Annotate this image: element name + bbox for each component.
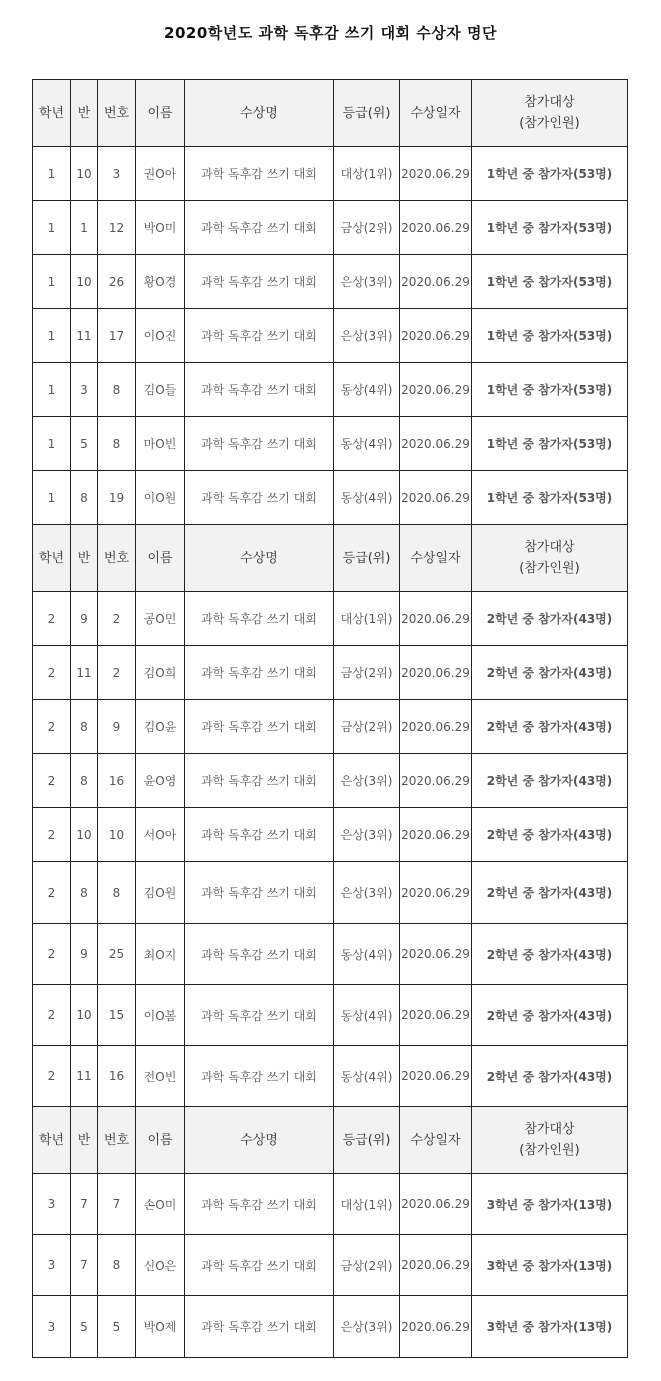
cell-target: 1학년 중 참가자(53명) <box>472 147 628 201</box>
cell-name: 이O진 <box>136 309 185 363</box>
col-header-award: 수상명 <box>185 80 334 147</box>
cell-rank: 대상(1위) <box>334 1174 400 1235</box>
cell-rank: 동상(4위) <box>334 471 400 525</box>
cell-date: 2020.06.29 <box>400 808 472 862</box>
col-header-target-line2: (참가인원) <box>519 1143 580 1158</box>
cell-target: 2학년 중 참가자(43명) <box>472 1046 628 1107</box>
cell-rank: 금상(2위) <box>334 646 400 700</box>
cell-grade: 3 <box>33 1174 71 1235</box>
cell-award: 과학 독후감 쓰기 대회 <box>185 201 334 255</box>
cell-class: 7 <box>71 1235 98 1296</box>
table-row <box>33 1296 628 1358</box>
cell-rank: 동상(4위) <box>334 1046 400 1107</box>
col-header-number: 번호 <box>98 80 136 147</box>
cell-grade: 1 <box>33 147 71 201</box>
cell-date: 2020.06.29 <box>400 924 472 985</box>
cell-class: 10 <box>71 255 98 309</box>
col-header-target-line2: (참가인원) <box>519 561 580 576</box>
cell-target: 3학년 중 참가자(13명) <box>472 1174 628 1235</box>
cell-name: 김O원 <box>136 862 185 924</box>
col-header-number: 번호 <box>98 1107 136 1174</box>
cell-date: 2020.06.29 <box>400 862 472 924</box>
cell-number: 19 <box>98 471 136 525</box>
cell-target: 2학년 중 참가자(43명) <box>472 862 628 924</box>
cell-award: 과학 독후감 쓰기 대회 <box>185 592 334 646</box>
cell-grade: 2 <box>33 862 71 924</box>
cell-rank: 동상(4위) <box>334 924 400 985</box>
cell-name: 권O아 <box>136 147 185 201</box>
cell-number: 25 <box>98 924 136 985</box>
cell-name: 윤O영 <box>136 754 185 808</box>
col-header-target-line1: 참가대상 <box>524 1122 575 1137</box>
cell-award: 과학 독후감 쓰기 대회 <box>185 700 334 754</box>
table-row <box>33 754 628 808</box>
cell-award: 과학 독후감 쓰기 대회 <box>185 309 334 363</box>
table-row <box>33 646 628 700</box>
cell-date: 2020.06.29 <box>400 592 472 646</box>
cell-rank: 대상(1위) <box>334 147 400 201</box>
cell-class: 8 <box>71 471 98 525</box>
col-header-award: 수상명 <box>185 1107 334 1174</box>
table-row <box>33 808 628 862</box>
cell-target: 3학년 중 참가자(13명) <box>472 1296 628 1358</box>
cell-number: 10 <box>98 808 136 862</box>
table-row <box>33 985 628 1046</box>
col-header-name: 이름 <box>136 80 185 147</box>
cell-award: 과학 독후감 쓰기 대회 <box>185 363 334 417</box>
cell-award: 과학 독후감 쓰기 대회 <box>185 1296 334 1358</box>
cell-rank: 금상(2위) <box>334 201 400 255</box>
table-row <box>33 592 628 646</box>
cell-name: 공O민 <box>136 592 185 646</box>
cell-award: 과학 독후감 쓰기 대회 <box>185 754 334 808</box>
cell-number: 15 <box>98 985 136 1046</box>
col-header-name: 이름 <box>136 1107 185 1174</box>
cell-number: 2 <box>98 592 136 646</box>
table-row <box>33 471 628 525</box>
cell-class: 10 <box>71 985 98 1046</box>
cell-number: 16 <box>98 1046 136 1107</box>
cell-name: 서O아 <box>136 808 185 862</box>
cell-number: 8 <box>98 363 136 417</box>
col-header-grade: 학년 <box>33 80 71 147</box>
cell-name: 이O봄 <box>136 985 185 1046</box>
cell-class: 11 <box>71 1046 98 1107</box>
cell-number: 9 <box>98 700 136 754</box>
cell-rank: 동상(4위) <box>334 417 400 471</box>
table-row <box>33 862 628 924</box>
cell-grade: 2 <box>33 700 71 754</box>
cell-target: 3학년 중 참가자(13명) <box>472 1235 628 1296</box>
table-row <box>33 1235 628 1296</box>
cell-award: 과학 독후감 쓰기 대회 <box>185 924 334 985</box>
cell-target: 2학년 중 참가자(43명) <box>472 754 628 808</box>
cell-award: 과학 독후감 쓰기 대회 <box>185 808 334 862</box>
cell-award: 과학 독후감 쓰기 대회 <box>185 1174 334 1235</box>
cell-class: 11 <box>71 646 98 700</box>
page-title: 2020학년도 과학 독후감 쓰기 대회 수상자 명단 <box>164 24 497 42</box>
cell-number: 26 <box>98 255 136 309</box>
col-header-award: 수상명 <box>185 525 334 592</box>
col-header-class: 반 <box>71 525 98 592</box>
cell-grade: 2 <box>33 592 71 646</box>
cell-number: 16 <box>98 754 136 808</box>
cell-grade: 3 <box>33 1235 71 1296</box>
cell-name: 마O빈 <box>136 417 185 471</box>
table-row <box>33 255 628 309</box>
cell-target: 1학년 중 참가자(53명) <box>472 471 628 525</box>
cell-number: 7 <box>98 1174 136 1235</box>
col-header-number: 번호 <box>98 525 136 592</box>
col-header-class: 반 <box>71 1107 98 1174</box>
col-header-rank: 등급(위) <box>334 80 400 147</box>
cell-name: 박O미 <box>136 201 185 255</box>
cell-name: 전O빈 <box>136 1046 185 1107</box>
table-row <box>33 1174 628 1235</box>
cell-name: 손O미 <box>136 1174 185 1235</box>
cell-date: 2020.06.29 <box>400 147 472 201</box>
cell-grade: 1 <box>33 201 71 255</box>
cell-award: 과학 독후감 쓰기 대회 <box>185 862 334 924</box>
col-header-rank: 등급(위) <box>334 525 400 592</box>
cell-date: 2020.06.29 <box>400 309 472 363</box>
cell-number: 8 <box>98 1235 136 1296</box>
col-header-rank: 등급(위) <box>334 1107 400 1174</box>
cell-rank: 동상(4위) <box>334 985 400 1046</box>
table-row <box>33 201 628 255</box>
cell-date: 2020.06.29 <box>400 646 472 700</box>
cell-date: 2020.06.29 <box>400 754 472 808</box>
col-header-class: 반 <box>71 80 98 147</box>
col-header-date: 수상일자 <box>400 1107 472 1174</box>
col-header-name: 이름 <box>136 525 185 592</box>
cell-grade: 3 <box>33 1296 71 1358</box>
cell-grade: 2 <box>33 808 71 862</box>
cell-class: 8 <box>71 754 98 808</box>
cell-target: 2학년 중 참가자(43명) <box>472 700 628 754</box>
cell-date: 2020.06.29 <box>400 255 472 309</box>
table-row <box>33 309 628 363</box>
cell-class: 3 <box>71 363 98 417</box>
cell-date: 2020.06.29 <box>400 1296 472 1358</box>
cell-rank: 은상(3위) <box>334 808 400 862</box>
cell-date: 2020.06.29 <box>400 417 472 471</box>
cell-grade: 2 <box>33 924 71 985</box>
col-header-target <box>472 525 628 592</box>
cell-date: 2020.06.29 <box>400 471 472 525</box>
cell-award: 과학 독후감 쓰기 대회 <box>185 646 334 700</box>
cell-name: 이O원 <box>136 471 185 525</box>
cell-number: 5 <box>98 1296 136 1358</box>
cell-grade: 1 <box>33 471 71 525</box>
cell-class: 7 <box>71 1174 98 1235</box>
cell-date: 2020.06.29 <box>400 1046 472 1107</box>
cell-rank: 금상(2위) <box>334 700 400 754</box>
cell-name: 박O제 <box>136 1296 185 1358</box>
cell-date: 2020.06.29 <box>400 700 472 754</box>
cell-class: 8 <box>71 700 98 754</box>
cell-number: 8 <box>98 417 136 471</box>
cell-number: 17 <box>98 309 136 363</box>
cell-grade: 1 <box>33 309 71 363</box>
cell-award: 과학 독후감 쓰기 대회 <box>185 1046 334 1107</box>
cell-rank: 동상(4위) <box>334 363 400 417</box>
table-row <box>33 363 628 417</box>
cell-class: 9 <box>71 592 98 646</box>
cell-grade: 1 <box>33 417 71 471</box>
cell-target: 2학년 중 참가자(43명) <box>472 924 628 985</box>
col-header-target-line1: 참가대상 <box>524 540 575 555</box>
cell-number: 2 <box>98 646 136 700</box>
header-row <box>33 525 628 592</box>
cell-target: 1학년 중 참가자(53명) <box>472 417 628 471</box>
cell-target: 1학년 중 참가자(53명) <box>472 255 628 309</box>
col-header-date: 수상일자 <box>400 525 472 592</box>
cell-name: 황O경 <box>136 255 185 309</box>
cell-target: 2학년 중 참가자(43명) <box>472 646 628 700</box>
cell-target: 1학년 중 참가자(53명) <box>472 363 628 417</box>
col-header-target <box>472 1107 628 1174</box>
cell-class: 5 <box>71 417 98 471</box>
cell-grade: 1 <box>33 363 71 417</box>
cell-target: 2학년 중 참가자(43명) <box>472 592 628 646</box>
cell-class: 8 <box>71 862 98 924</box>
awards-table-body <box>33 80 628 1358</box>
cell-class: 1 <box>71 201 98 255</box>
cell-rank: 금상(2위) <box>334 1235 400 1296</box>
cell-name: 최O지 <box>136 924 185 985</box>
cell-award: 과학 독후감 쓰기 대회 <box>185 471 334 525</box>
table-row <box>33 147 628 201</box>
cell-class: 5 <box>71 1296 98 1358</box>
cell-rank: 대상(1위) <box>334 592 400 646</box>
cell-date: 2020.06.29 <box>400 1235 472 1296</box>
cell-name: 김O희 <box>136 646 185 700</box>
cell-rank: 은상(3위) <box>334 754 400 808</box>
cell-rank: 은상(3위) <box>334 309 400 363</box>
header-row <box>33 80 628 147</box>
cell-award: 과학 독후감 쓰기 대회 <box>185 147 334 201</box>
col-header-target-line1: 참가대상 <box>524 95 575 110</box>
cell-grade: 1 <box>33 255 71 309</box>
cell-name: 김O들 <box>136 363 185 417</box>
cell-date: 2020.06.29 <box>400 1174 472 1235</box>
cell-rank: 은상(3위) <box>334 862 400 924</box>
table-row <box>33 700 628 754</box>
cell-award: 과학 독후감 쓰기 대회 <box>185 255 334 309</box>
cell-date: 2020.06.29 <box>400 985 472 1046</box>
col-header-grade: 학년 <box>33 525 71 592</box>
cell-target: 1학년 중 참가자(53명) <box>472 309 628 363</box>
cell-number: 12 <box>98 201 136 255</box>
cell-rank: 은상(3위) <box>334 1296 400 1358</box>
cell-grade: 2 <box>33 754 71 808</box>
cell-class: 9 <box>71 924 98 985</box>
cell-name: 김O윤 <box>136 700 185 754</box>
table-row <box>33 417 628 471</box>
cell-award: 과학 독후감 쓰기 대회 <box>185 985 334 1046</box>
cell-class: 10 <box>71 808 98 862</box>
cell-date: 2020.06.29 <box>400 363 472 417</box>
table-row <box>33 1046 628 1107</box>
cell-rank: 은상(3위) <box>334 255 400 309</box>
cell-grade: 2 <box>33 985 71 1046</box>
cell-award: 과학 독후감 쓰기 대회 <box>185 1235 334 1296</box>
col-header-target <box>472 80 628 147</box>
col-header-target-line2: (참가인원) <box>519 116 580 131</box>
col-header-grade: 학년 <box>33 1107 71 1174</box>
cell-class: 10 <box>71 147 98 201</box>
cell-target: 1학년 중 참가자(53명) <box>472 201 628 255</box>
table-row <box>33 924 628 985</box>
cell-name: 신O은 <box>136 1235 185 1296</box>
cell-grade: 2 <box>33 1046 71 1107</box>
cell-date: 2020.06.29 <box>400 201 472 255</box>
cell-target: 2학년 중 참가자(43명) <box>472 808 628 862</box>
cell-number: 8 <box>98 862 136 924</box>
col-header-date: 수상일자 <box>400 80 472 147</box>
cell-class: 11 <box>71 309 98 363</box>
cell-award: 과학 독후감 쓰기 대회 <box>185 417 334 471</box>
awards-table <box>32 79 628 1358</box>
cell-number: 3 <box>98 147 136 201</box>
cell-grade: 2 <box>33 646 71 700</box>
cell-target: 2학년 중 참가자(43명) <box>472 985 628 1046</box>
header-row <box>33 1107 628 1174</box>
